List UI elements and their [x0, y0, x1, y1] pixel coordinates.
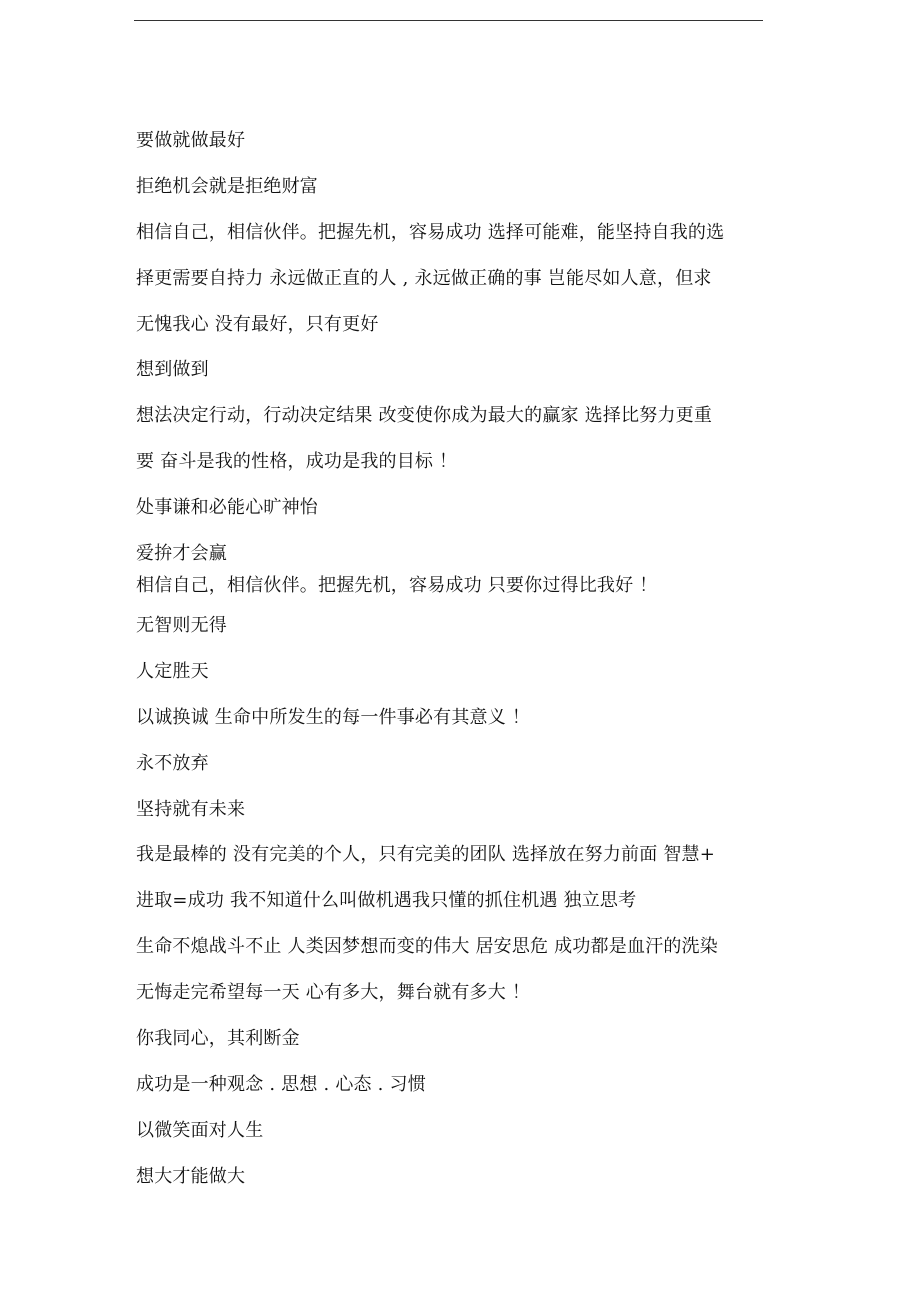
text-line: 以微笑面对人生	[136, 1120, 264, 1141]
text-line: 无智则无得	[136, 615, 227, 636]
text-line: 要做就做最好	[136, 130, 246, 151]
text-line: 以诚换诚 生命中所发生的每一件事必有其意义 ！	[136, 707, 531, 728]
text-line: 无悔走完希望每一天 心有多大，舞台就有多大 ！	[136, 982, 531, 1003]
text-line: 坚持就有未来	[136, 799, 246, 820]
text-line: 我是最棒的 没有完美的个人，只有完美的团队 选择放在努力前面 智慧+	[136, 844, 716, 865]
text-line: 进取=成功 我不知道什么叫做机遇我只懂的抓住机遇 独立思考	[136, 890, 637, 911]
text-line: 成功是一种观念 . 思想 . 心态 . 习惯	[136, 1074, 426, 1095]
text-line: 生命不熄战斗不止 人类因梦想而变的伟大 居安思危 成功都是血汗的洗染	[136, 936, 718, 957]
text-line: 处事谦和必能心旷神怡	[136, 497, 318, 518]
text-line: 永不放弃	[136, 753, 209, 774]
text-line: 爱拚才会赢	[136, 543, 227, 564]
text-line: 相信自己，相信伙伴。把握先机，容易成功 选择可能难，能坚持自我的选	[136, 222, 725, 243]
text-line: 相信自己，相信伙伴。把握先机，容易成功 只要你过得比我好 ！	[136, 575, 658, 596]
text-line: 人定胜天	[136, 661, 209, 682]
text-line: 想大才能做大	[136, 1166, 246, 1187]
text-line: 你我同心，其利断金	[136, 1028, 300, 1049]
text-line: 无愧我心 没有最好，只有更好	[136, 314, 379, 335]
text-line: 择更需要自持力 永远做正直的人 , 永远做正确的事 岂能尽如人意，但求	[136, 268, 712, 289]
text-line: 想法决定行动，行动决定结果 改变使你成为最大的赢家 选择比努力更重	[136, 405, 713, 426]
header-rule	[134, 20, 763, 21]
text-line: 要 奋斗是我的性格，成功是我的目标 ！	[136, 451, 458, 472]
text-line: 想到做到	[136, 359, 209, 380]
text-line: 拒绝机会就是拒绝财富	[136, 176, 318, 197]
